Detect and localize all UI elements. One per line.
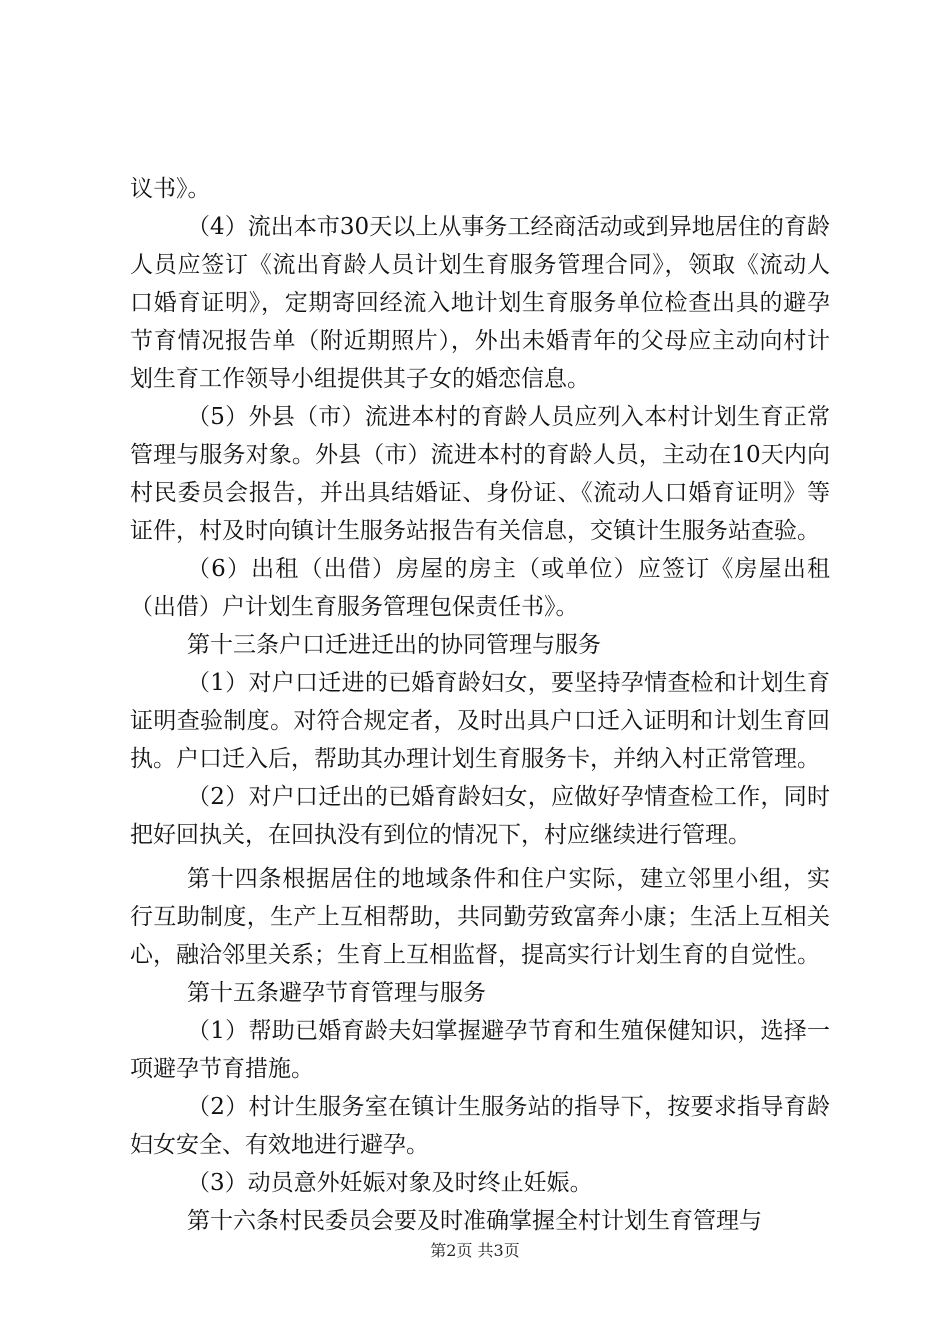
article-16-start: 第十六条村民委员会要及时准确掌握全村计划生育管理与 [187, 1208, 762, 1234]
paragraph-item-6: （6）出租（出借）房屋的房主（或单位）应签订《房屋出租（出借）户计划生育服务管理包保责任书》。 [130, 556, 830, 620]
paragraph-item-5: （5）外县（市）流进本村的育龄人员应列入本村计划生育正常管理与服务对象。外县（市）流进本村的育龄人员，主动在10天内向村民委员会报告，并出具结婚证、身份证、《流动人口婚育证明》等证件，村及时向镇计生服务站报告有关信息，交镇计生服务站查验。 [130, 404, 830, 544]
article-15-item-2: （2）村计生服务室在镇计生服务站的指导下，按要求指导育龄妇女安全、有效地进行避孕。 [130, 1094, 830, 1158]
article-13-item-2: （2）对户口迁出的已婚育龄妇女，应做好孕情查检工作，同时把好回执关，在回执没有到位的情况下，村应继续进行管理。 [130, 784, 830, 848]
page-number-footer: 第2页 共3页 [430, 1241, 520, 1260]
article-13-item-1: （1）对户口迁进的已婚育龄妇女，要坚持孕情查检和计划生育证明查验制度。对符合规定者，及时出具户口迁入证明和计划生育回执。户口迁入后，帮助其办理计划生育服务卡，并纳入村正常管理。 [130, 670, 830, 772]
paragraph-continuation: 议书》。 [130, 176, 211, 202]
document-body [130, 170, 830, 1240]
article-14: 第十四条根据居住的地域条件和住户实际，建立邻里小组，实行互助制度，生产上互相帮助，共同勤劳致富奔小康；生活上互相关心，融洽邻里关系；生育上互相监督，提高实行计划生育的自觉性。 [130, 866, 830, 968]
paragraph-item-4: （4）流出本市30天以上从事务工经商活动或到异地居住的育龄人员应签订《流出育龄人员计划生育服务管理合同》，领取《流动人口婚育证明》，定期寄回经流入地计划生育服务单位检查出具的避孕节育情况报告单（附近期照片），外出未婚青年的父母应主动向村计划生育工作领导小组提供其子女的婚恋信息。 [130, 214, 830, 392]
article-15-heading: 第十五条避孕节育管理与服务 [187, 980, 486, 1006]
article-15-item-1: （1）帮助已婚育龄夫妇掌握避孕节育和生殖保健知识，选择一项避孕节育措施。 [130, 1018, 830, 1082]
article-13-heading: 第十三条户口迁进迁出的协同管理与服务 [187, 632, 601, 658]
article-15-item-3: （3）动员意外妊娠对象及时终止妊娠。 [187, 1170, 593, 1196]
